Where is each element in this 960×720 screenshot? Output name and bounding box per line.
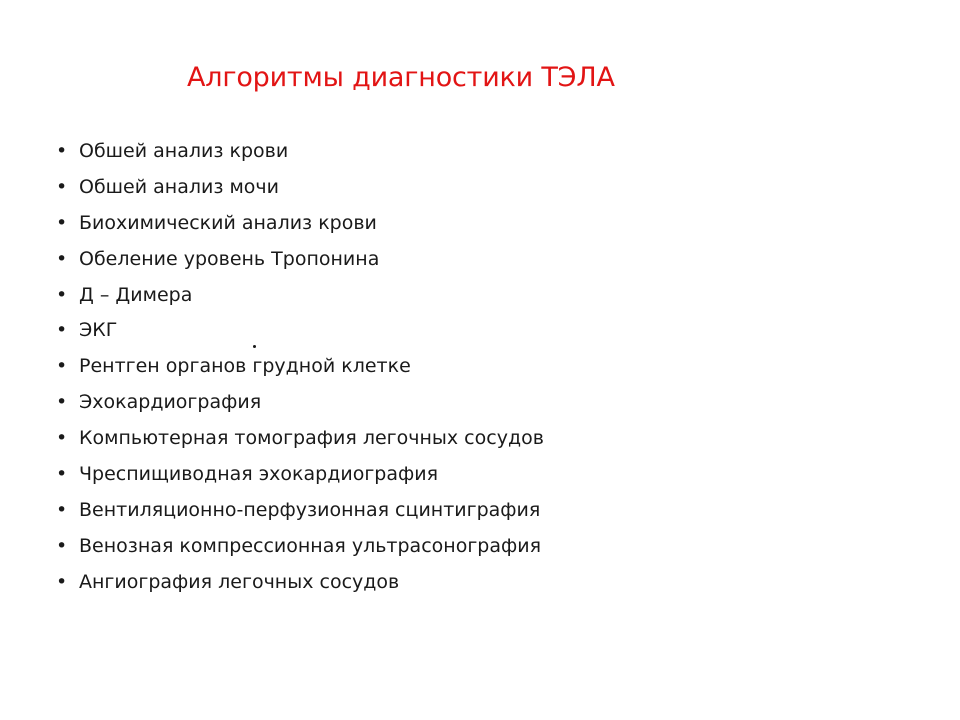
bullet-icon: • [56,570,68,593]
list-item-label: Вентиляционно-перфузионная сцинтиграфия [79,498,541,521]
bullet-icon: • [56,175,68,198]
list-item-label: Обшей анализ крови [79,140,289,162]
bullet-icon: • [56,355,68,378]
list-item-label: Обеление уровень Тропонина [79,247,380,270]
list-item-label: Компьютерная томография легочных сосудов [79,427,544,450]
stray-dot [253,345,256,348]
bullet-icon: • [56,283,68,306]
bullet-icon: • [56,140,68,162]
list-item-label: Эхокардиография [79,391,262,414]
bullet-icon: • [56,319,68,342]
list-item-label: Биохимический анализ крови [79,211,377,234]
bullet-icon: • [56,498,68,521]
list-item-label: Венозная компрессионная ультрасонография [79,534,542,557]
list-item-label: Чреспищиводная эхокардиография [79,463,439,486]
list-item-label: Д – Димера [79,283,193,306]
bullet-icon: • [56,427,68,450]
bullet-icon: • [56,463,68,486]
list-item-label: ЭКГ [79,319,118,342]
slide-title: Алгоритмы диагностики ТЭЛА [187,62,615,93]
list-item-label: Ангиография легочных сосудов [79,570,400,593]
bullet-icon: • [56,391,68,414]
bullet-icon: • [56,211,68,234]
bullet-icon: • [56,247,68,270]
list-item-label: Обшей анализ мочи [79,175,280,198]
bullet-icon: • [56,534,68,557]
list-item-label: Рентген органов грудной клетке [79,355,411,378]
